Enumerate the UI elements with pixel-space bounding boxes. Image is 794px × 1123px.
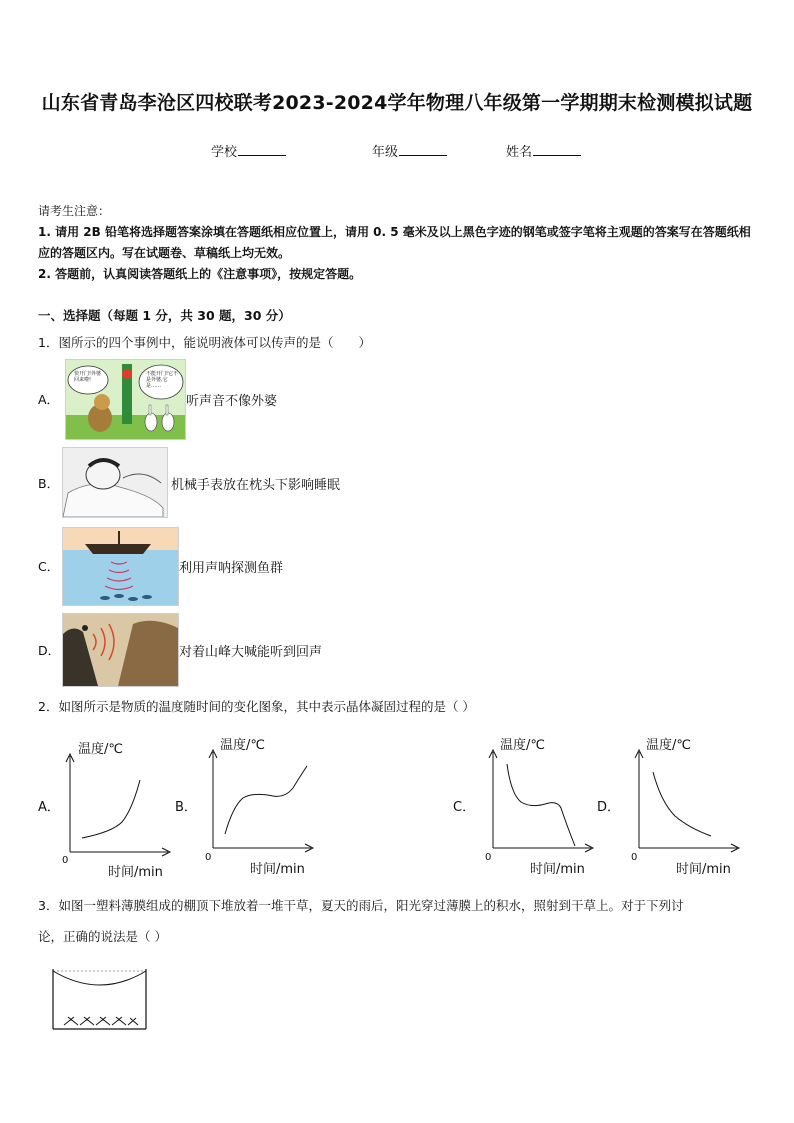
q1-option-a-image bbox=[65, 359, 186, 440]
notice-item-1: 1. 请用 2B 铅笔将选择题答案涂填在答题纸相应位置上，请用 0. 5 毫米及以上黑色字迹的钢笔或签字笔将主观题的答案写在答题纸相应的答题区内。写在试题卷、草稿纸上均无效。 bbox=[38, 225, 751, 260]
q2-graph-c-label: C． bbox=[453, 800, 476, 815]
q1-option-b-text: 机械手表放在枕头下影响睡眠 bbox=[171, 478, 341, 493]
grade-field bbox=[372, 141, 447, 160]
q2-graph-b-origin: 0 bbox=[205, 852, 212, 863]
name-field bbox=[506, 141, 581, 160]
sleeping-person-illustration bbox=[63, 448, 167, 517]
bubble-right-text: 不能开门!它不是外婆,它是…… bbox=[146, 371, 179, 389]
q1-option-d-text: 对着山峰大喊能听到回声 bbox=[179, 645, 323, 660]
temperature-curve bbox=[82, 780, 140, 838]
q2-graph-b-ylabel: 温度/℃ bbox=[220, 738, 265, 753]
q1-option-a-text: 听声音不像外婆 bbox=[186, 394, 278, 409]
q2-graph-d-origin: 0 bbox=[631, 852, 638, 863]
q2-graph-d-ylabel: 温度/℃ bbox=[646, 738, 691, 753]
q2-graph-d bbox=[629, 746, 741, 858]
q1-option-d-label: D． bbox=[38, 643, 61, 658]
q2-graph-b-label: B． bbox=[175, 800, 197, 815]
school-label: 学校 bbox=[211, 145, 238, 160]
q2-graph-d-xlabel: 时间/min bbox=[676, 862, 731, 877]
temperature-curve bbox=[653, 772, 711, 836]
notice-heading: 请考生注意： bbox=[38, 204, 111, 218]
q2-graph-d-label: D． bbox=[597, 800, 621, 815]
school-blank bbox=[238, 143, 286, 156]
q3-shed-figure bbox=[50, 965, 150, 1033]
hay-pile bbox=[64, 1017, 138, 1025]
q1-option-d-image bbox=[62, 613, 179, 687]
plastic-film bbox=[53, 971, 146, 985]
question-1-stem: 1．图所示的四个事例中，能说明液体可以传声的是（ ） bbox=[38, 335, 371, 350]
grade-label: 年级 bbox=[372, 145, 399, 160]
q1-option-c-image bbox=[62, 527, 179, 606]
question-3-stem-line-2: 论，正确的说法是（ ） bbox=[38, 929, 167, 944]
q1-option-b-image bbox=[62, 447, 168, 518]
q2-graph-c-xlabel: 时间/min bbox=[530, 862, 585, 877]
temperature-curve bbox=[225, 766, 307, 834]
section-heading: 一、选择题（每题 1 分，共 30 题，30 分） bbox=[38, 308, 291, 323]
q2-graph-a-xlabel: 时间/min bbox=[108, 865, 163, 880]
temperature-curve bbox=[507, 764, 575, 846]
name-label: 姓名 bbox=[506, 145, 533, 160]
question-3-stem-line-1: 3．如图一塑料薄膜组成的棚顶下堆放着一堆干草，夏天的雨后，阳光穿过薄膜上的积水，照射到干草上。对于下列讨 bbox=[38, 898, 684, 913]
q2-graph-b bbox=[203, 746, 315, 858]
grade-blank bbox=[399, 143, 447, 156]
bubble-left-text: 快开门!外婆回来啦! bbox=[74, 371, 102, 383]
q2-graph-a-ylabel: 温度/℃ bbox=[78, 742, 123, 757]
school-field bbox=[211, 141, 286, 160]
q2-graph-a-label: A． bbox=[38, 800, 60, 815]
question-2-stem: 2．如图所示是物质的温度随时间的变化图象，其中表示晶体凝固过程的是（ ） bbox=[38, 699, 475, 714]
q1-option-c-label: C． bbox=[38, 559, 60, 574]
q2-graph-c bbox=[483, 746, 595, 858]
notice-item-2: 2. 答题前，认真阅读答题纸上的《注意事项》，按规定答题。 bbox=[38, 267, 362, 281]
q2-graph-a bbox=[60, 750, 172, 862]
q2-graph-b-xlabel: 时间/min bbox=[250, 862, 305, 877]
exam-title: 山东省青岛李沧区四校联考2023-2024学年物理八年级第一学期期末检测模拟试题 bbox=[41, 92, 753, 114]
sonar-fish-illustration bbox=[63, 528, 178, 605]
q2-graph-c-ylabel: 温度/℃ bbox=[500, 738, 545, 753]
mountain-echo-illustration bbox=[63, 614, 178, 686]
q2-graph-a-origin: 0 bbox=[62, 855, 69, 866]
name-blank bbox=[533, 143, 581, 156]
q1-option-b-label: B． bbox=[38, 476, 60, 491]
q1-option-c-text: 利用声呐探测鱼群 bbox=[179, 561, 284, 576]
q1-option-a-label: A． bbox=[38, 392, 60, 407]
q2-graph-c-origin: 0 bbox=[485, 852, 492, 863]
